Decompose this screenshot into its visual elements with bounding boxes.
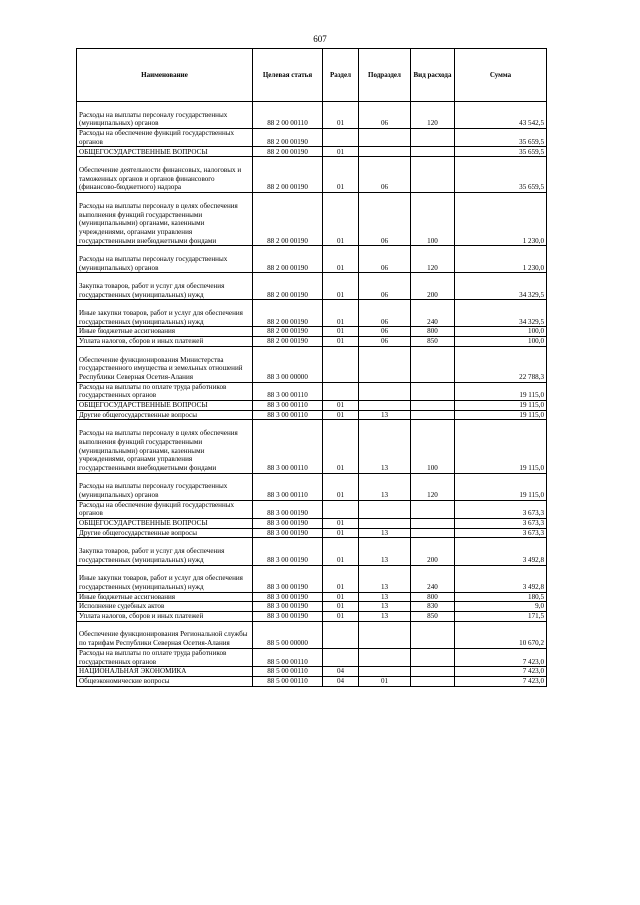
- column-header-section: Раздел: [323, 49, 359, 102]
- table-row: [77, 621, 547, 648]
- row-subsection-cell: 01: [359, 676, 411, 686]
- row-amount-cell: 3 492,8: [455, 538, 547, 565]
- row-section-cell: 01: [323, 538, 359, 565]
- row-name-cell: Расходы на выплаты по оплате труда работников государственных органов: [77, 648, 253, 666]
- row-code-cell: 88 2 00 00110: [253, 102, 323, 129]
- row-amount-cell: 100,0: [455, 337, 547, 347]
- row-subsection-cell: [359, 648, 411, 666]
- row-section-cell: [323, 382, 359, 400]
- row-code-cell: 88 2 00 00190: [253, 327, 323, 337]
- table-row: [77, 410, 547, 420]
- row-amount-cell: 43 542,5: [455, 102, 547, 129]
- row-amount-cell: 3 673,3: [455, 528, 547, 538]
- row-expense-type-cell: 200: [411, 273, 455, 300]
- row-name-cell: ОБЩЕГОСУДАРСТВЕННЫЕ ВОПРОСЫ: [77, 519, 253, 529]
- row-subsection-cell: 06: [359, 246, 411, 273]
- row-section-cell: 01: [323, 337, 359, 347]
- row-subsection-cell: 06: [359, 300, 411, 327]
- row-name-cell: Расходы на обеспечение функций государственных органов: [77, 129, 253, 147]
- row-code-cell: 88 3 00 00110: [253, 473, 323, 500]
- row-amount-cell: 34 329,5: [455, 300, 547, 327]
- row-name-cell: НАЦИОНАЛЬНАЯ ЭКОНОМИКА: [77, 667, 253, 677]
- row-code-cell: 88 3 00 00190: [253, 602, 323, 612]
- row-section-cell: [323, 129, 359, 147]
- row-subsection-cell: [359, 382, 411, 400]
- row-name-cell: ОБЩЕГОСУДАРСТВЕННЫЕ ВОПРОСЫ: [77, 401, 253, 411]
- row-code-cell: 88 3 00 00190: [253, 519, 323, 529]
- row-section-cell: 01: [323, 273, 359, 300]
- row-code-cell: 88 2 00 00190: [253, 157, 323, 193]
- row-subsection-cell: 06: [359, 192, 411, 245]
- row-name-cell: Обеспечение деятельности финансовых, налоговых и таможенных органов и органов финансового (финансово-бюджетного) надзора: [77, 157, 253, 193]
- row-section-cell: 01: [323, 473, 359, 500]
- row-expense-type-cell: [411, 410, 455, 420]
- row-name-cell: Уплата налогов, сборов и иных платежей: [77, 611, 253, 621]
- row-section-cell: 04: [323, 667, 359, 677]
- row-section-cell: 01: [323, 327, 359, 337]
- row-section-cell: [323, 500, 359, 518]
- row-subsection-cell: 13: [359, 410, 411, 420]
- column-header-expense-type: Вид расхода: [411, 49, 455, 102]
- row-code-cell: 88 3 00 00000: [253, 346, 323, 382]
- row-code-cell: 88 2 00 00190: [253, 147, 323, 157]
- row-amount-cell: 35 659,5: [455, 157, 547, 193]
- row-code-cell: 88 3 00 00190: [253, 528, 323, 538]
- row-name-cell: ОБЩЕГОСУДАРСТВЕННЫЕ ВОПРОСЫ: [77, 147, 253, 157]
- row-code-cell: 88 3 00 00110: [253, 410, 323, 420]
- row-name-cell: Расходы на выплаты персоналу в целях обеспечения выполнения функций государственными (муниципальными) органами, казенными учреждениями, органами управления государственными внебюджетными фондами: [77, 192, 253, 245]
- row-section-cell: 01: [323, 192, 359, 245]
- row-expense-type-cell: 850: [411, 611, 455, 621]
- row-code-cell: 88 3 00 00190: [253, 611, 323, 621]
- table-row: [77, 602, 547, 612]
- row-section-cell: 01: [323, 401, 359, 411]
- row-subsection-cell: 06: [359, 157, 411, 193]
- row-expense-type-cell: 200: [411, 538, 455, 565]
- row-code-cell: 88 3 00 00190: [253, 538, 323, 565]
- row-subsection-cell: [359, 346, 411, 382]
- table-row: [77, 592, 547, 602]
- row-amount-cell: 19 115,0: [455, 382, 547, 400]
- table-row: [77, 102, 547, 129]
- column-header-amount: Сумма: [455, 49, 547, 102]
- row-subsection-cell: 06: [359, 273, 411, 300]
- row-section-cell: 01: [323, 611, 359, 621]
- row-code-cell: 88 3 00 00110: [253, 420, 323, 473]
- table-row: [77, 327, 547, 337]
- row-subsection-cell: [359, 147, 411, 157]
- table-row: [77, 420, 547, 473]
- table-row: [77, 246, 547, 273]
- row-name-cell: Закупка товаров, работ и услуг для обеспечения государственных (муниципальных) нужд: [77, 273, 253, 300]
- row-subsection-cell: 06: [359, 327, 411, 337]
- row-amount-cell: 19 115,0: [455, 473, 547, 500]
- row-subsection-cell: 13: [359, 592, 411, 602]
- row-code-cell: 88 3 00 00190: [253, 592, 323, 602]
- row-subsection-cell: 13: [359, 565, 411, 592]
- row-section-cell: 04: [323, 676, 359, 686]
- row-name-cell: Иные бюджетные ассигнования: [77, 327, 253, 337]
- row-name-cell: Закупка товаров, работ и услуг для обеспечения государственных (муниципальных) нужд: [77, 538, 253, 565]
- row-name-cell: Обеспечение функционирования Министерства государственного имущества и земельных отношений Республики Северная Осетия-Алания: [77, 346, 253, 382]
- column-header-code: Целевая статья: [253, 49, 323, 102]
- row-subsection-cell: 13: [359, 611, 411, 621]
- row-amount-cell: 171,5: [455, 611, 547, 621]
- row-amount-cell: 3 673,3: [455, 500, 547, 518]
- row-amount-cell: 35 659,5: [455, 147, 547, 157]
- row-code-cell: 88 5 00 00110: [253, 667, 323, 677]
- row-amount-cell: 22 788,3: [455, 346, 547, 382]
- row-name-cell: Расходы на обеспечение функций государственных органов: [77, 500, 253, 518]
- table-row: [77, 676, 547, 686]
- column-header-subsection: Подраздел: [359, 49, 411, 102]
- row-code-cell: 88 5 00 00110: [253, 676, 323, 686]
- row-expense-type-cell: [411, 676, 455, 686]
- row-name-cell: Исполнение судебных актов: [77, 602, 253, 612]
- row-expense-type-cell: [411, 528, 455, 538]
- row-section-cell: 01: [323, 102, 359, 129]
- table-row: [77, 346, 547, 382]
- row-amount-cell: 1 230,0: [455, 246, 547, 273]
- row-code-cell: 88 2 00 00190: [253, 273, 323, 300]
- row-subsection-cell: 13: [359, 473, 411, 500]
- row-subsection-cell: [359, 667, 411, 677]
- row-amount-cell: 7 423,0: [455, 676, 547, 686]
- row-expense-type-cell: [411, 648, 455, 666]
- table-row: [77, 192, 547, 245]
- row-name-cell: Иные бюджетные ассигнования: [77, 592, 253, 602]
- row-expense-type-cell: 800: [411, 327, 455, 337]
- row-expense-type-cell: [411, 519, 455, 529]
- row-expense-type-cell: 240: [411, 300, 455, 327]
- table-row: [77, 147, 547, 157]
- table-row: [77, 611, 547, 621]
- row-subsection-cell: [359, 500, 411, 518]
- row-section-cell: 01: [323, 592, 359, 602]
- row-name-cell: Расходы на выплаты персоналу государственных (муниципальных) органов: [77, 473, 253, 500]
- row-code-cell: 88 2 00 00190: [253, 300, 323, 327]
- page-number: 607: [313, 34, 327, 44]
- row-subsection-cell: [359, 519, 411, 529]
- row-expense-type-cell: 100: [411, 192, 455, 245]
- row-expense-type-cell: 800: [411, 592, 455, 602]
- row-subsection-cell: [359, 129, 411, 147]
- row-expense-type-cell: 120: [411, 102, 455, 129]
- row-subsection-cell: 13: [359, 420, 411, 473]
- row-code-cell: 88 3 00 00110: [253, 382, 323, 400]
- table-row: [77, 519, 547, 529]
- row-section-cell: 01: [323, 157, 359, 193]
- table-row: [77, 565, 547, 592]
- row-name-cell: Другие общегосударственные вопросы: [77, 528, 253, 538]
- row-section-cell: 01: [323, 602, 359, 612]
- row-expense-type-cell: 850: [411, 337, 455, 347]
- row-section-cell: [323, 621, 359, 648]
- row-subsection-cell: 13: [359, 538, 411, 565]
- row-expense-type-cell: [411, 621, 455, 648]
- column-header-name: Наименование: [77, 49, 253, 102]
- row-code-cell: 88 3 00 00190: [253, 500, 323, 518]
- budget-table: [76, 48, 547, 687]
- row-name-cell: Другие общегосударственные вопросы: [77, 410, 253, 420]
- row-section-cell: 01: [323, 519, 359, 529]
- row-expense-type-cell: [411, 500, 455, 518]
- row-section-cell: 01: [323, 246, 359, 273]
- table-row: [77, 129, 547, 147]
- row-expense-type-cell: [411, 157, 455, 193]
- table-header-row: [77, 49, 547, 102]
- table-row: [77, 500, 547, 518]
- row-amount-cell: 34 329,5: [455, 273, 547, 300]
- row-amount-cell: 19 115,0: [455, 410, 547, 420]
- row-expense-type-cell: 240: [411, 565, 455, 592]
- row-name-cell: Иные закупки товаров, работ и услуг для обеспечения государственных (муниципальных) нужд: [77, 565, 253, 592]
- row-code-cell: 88 5 00 00000: [253, 621, 323, 648]
- row-name-cell: Расходы на выплаты персоналу государственных (муниципальных) органов: [77, 102, 253, 129]
- table-row: [77, 528, 547, 538]
- row-section-cell: 01: [323, 410, 359, 420]
- row-amount-cell: 10 670,2: [455, 621, 547, 648]
- row-code-cell: 88 2 00 00190: [253, 129, 323, 147]
- row-subsection-cell: 13: [359, 602, 411, 612]
- row-section-cell: 01: [323, 147, 359, 157]
- row-name-cell: Иные закупки товаров, работ и услуг для обеспечения государственных (муниципальных) нужд: [77, 300, 253, 327]
- table-row: [77, 273, 547, 300]
- row-expense-type-cell: [411, 346, 455, 382]
- row-expense-type-cell: [411, 382, 455, 400]
- table-row: [77, 401, 547, 411]
- row-expense-type-cell: [411, 667, 455, 677]
- row-amount-cell: 19 115,0: [455, 401, 547, 411]
- row-amount-cell: 180,5: [455, 592, 547, 602]
- row-code-cell: 88 2 00 00190: [253, 246, 323, 273]
- row-subsection-cell: 06: [359, 337, 411, 347]
- row-amount-cell: 100,0: [455, 327, 547, 337]
- row-name-cell: Расходы на выплаты персоналу государственных (муниципальных) органов: [77, 246, 253, 273]
- row-code-cell: 88 3 00 00110: [253, 401, 323, 411]
- row-amount-cell: 9,0: [455, 602, 547, 612]
- table-row: [77, 473, 547, 500]
- row-subsection-cell: 13: [359, 528, 411, 538]
- row-amount-cell: 7 423,0: [455, 667, 547, 677]
- row-amount-cell: 1 230,0: [455, 192, 547, 245]
- row-expense-type-cell: [411, 401, 455, 411]
- row-amount-cell: 3 673,3: [455, 519, 547, 529]
- row-code-cell: 88 2 00 00190: [253, 337, 323, 347]
- row-amount-cell: 19 115,0: [455, 420, 547, 473]
- row-code-cell: 88 5 00 00110: [253, 648, 323, 666]
- table-row: [77, 337, 547, 347]
- row-name-cell: Расходы на выплаты по оплате труда работников государственных органов: [77, 382, 253, 400]
- row-section-cell: [323, 648, 359, 666]
- table-row: [77, 382, 547, 400]
- row-subsection-cell: [359, 621, 411, 648]
- table-body: [77, 102, 547, 687]
- row-name-cell: Обеспечение функционирования Региональной службы по тарифам Республики Северная Осетия-Алания: [77, 621, 253, 648]
- row-name-cell: Уплата налогов, сборов и иных платежей: [77, 337, 253, 347]
- row-section-cell: 01: [323, 565, 359, 592]
- row-section-cell: 01: [323, 420, 359, 473]
- row-section-cell: [323, 346, 359, 382]
- table-row: [77, 667, 547, 677]
- row-expense-type-cell: 830: [411, 602, 455, 612]
- table-row: [77, 648, 547, 666]
- row-name-cell: Общеэкономические вопросы: [77, 676, 253, 686]
- table-row: [77, 300, 547, 327]
- row-amount-cell: 35 659,5: [455, 129, 547, 147]
- row-section-cell: 01: [323, 528, 359, 538]
- row-amount-cell: 7 423,0: [455, 648, 547, 666]
- row-expense-type-cell: [411, 147, 455, 157]
- row-subsection-cell: [359, 401, 411, 411]
- row-subsection-cell: 06: [359, 102, 411, 129]
- row-expense-type-cell: [411, 129, 455, 147]
- table-row: [77, 538, 547, 565]
- row-name-cell: Расходы на выплаты персоналу в целях обеспечения выполнения функций государственными (муниципальными) органами, казенными учреждениями, органами управления государственными внебюджетными фондами: [77, 420, 253, 473]
- row-code-cell: 88 2 00 00190: [253, 192, 323, 245]
- row-expense-type-cell: 100: [411, 420, 455, 473]
- row-expense-type-cell: 120: [411, 473, 455, 500]
- row-code-cell: 88 3 00 00190: [253, 565, 323, 592]
- table-row: [77, 157, 547, 193]
- row-section-cell: 01: [323, 300, 359, 327]
- row-expense-type-cell: 120: [411, 246, 455, 273]
- row-amount-cell: 3 492,8: [455, 565, 547, 592]
